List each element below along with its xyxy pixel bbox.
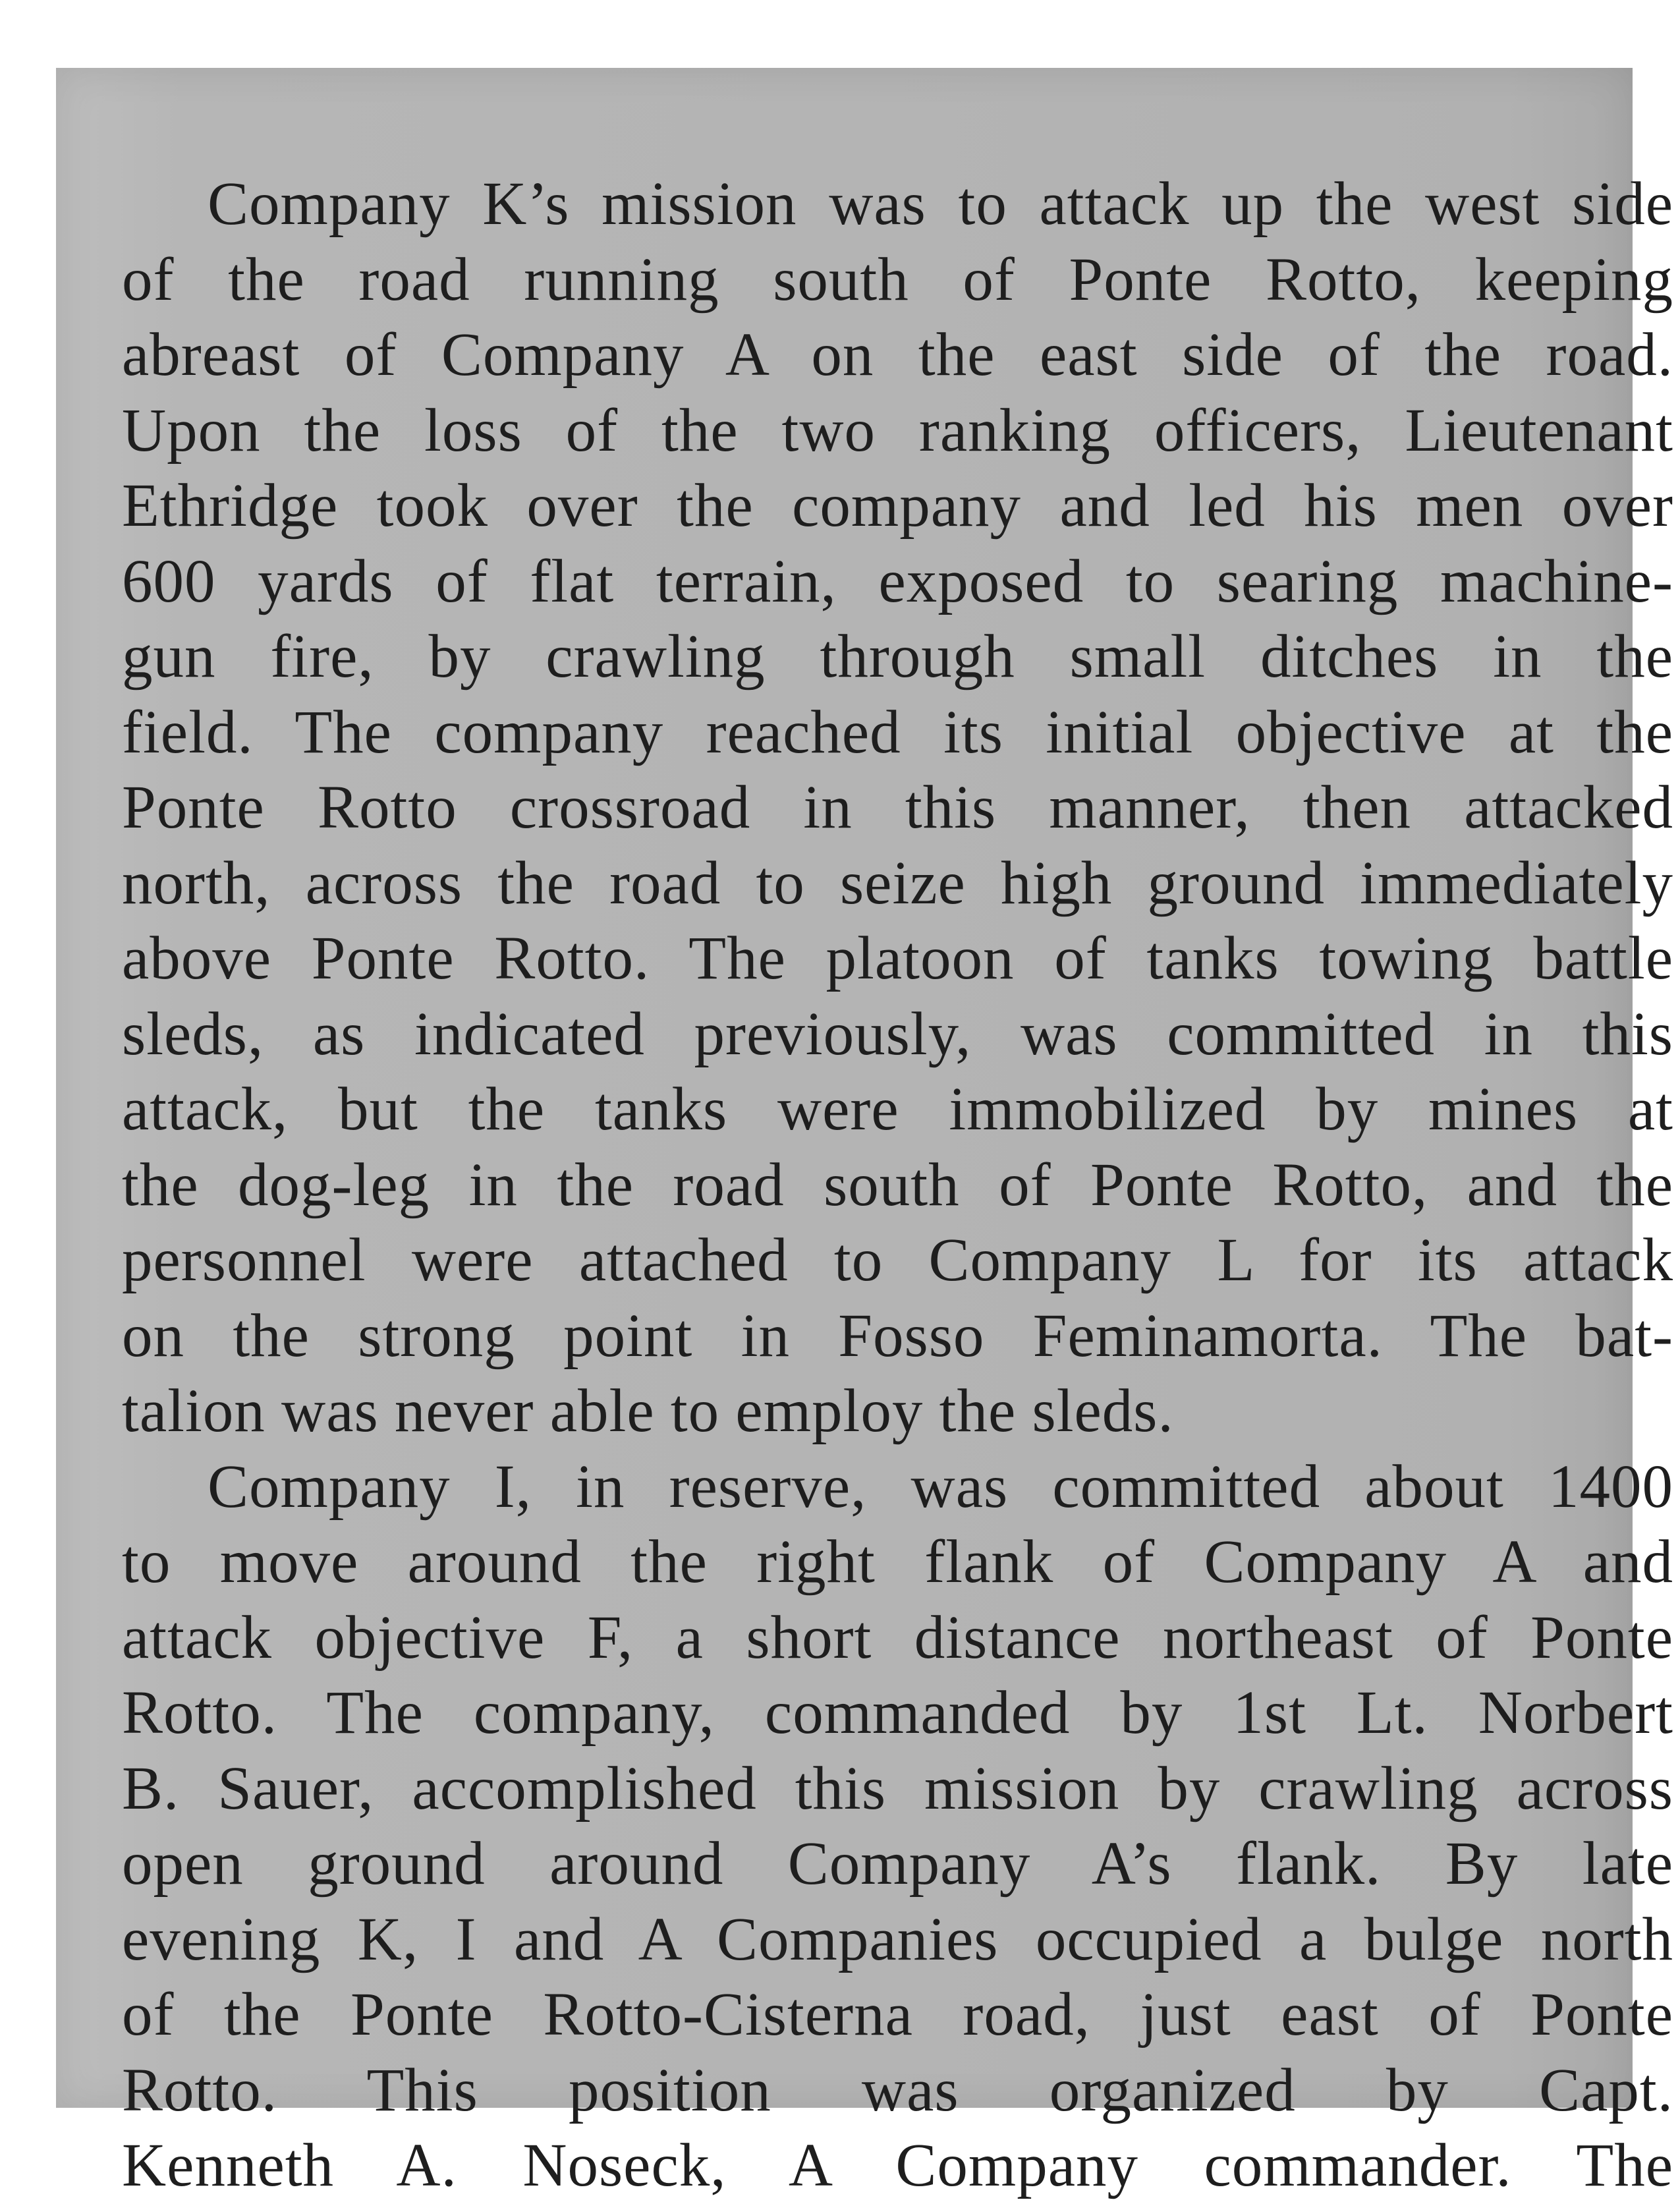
text-line: Kenneth A. Noseck, A Company commander. The [122, 2132, 1673, 2199]
text-line: Ponte Rotto crossroad in this manner, then attacked [122, 774, 1673, 841]
text-line: gun fire, by crawling through small ditches in the [122, 623, 1673, 691]
scanned-page-panel [56, 68, 1673, 2199]
text-line: the dog-leg in the road south of Ponte Rotto, and the [122, 1150, 1673, 1219]
text-line: B. Sauer, accomplished this mission by crawling across [122, 1754, 1673, 1823]
text-line: north, across the road to seize high ground immediately [122, 849, 1673, 917]
text-line: 600 yards of flat terrain, exposed to searing machine- [122, 547, 1673, 615]
text-line: Rotto. The company, commanded by 1st Lt. Norbert [122, 1679, 1673, 1747]
text-line: Upon the loss of the two ranking officers, Lieutenant [122, 396, 1673, 465]
text-line: to move around the right flank of Company A and [122, 1528, 1673, 1596]
text-line: attack, but the tanks were immobilized by mines at [122, 1075, 1673, 1143]
text-line: Ethridge took over the company and led his men over [122, 472, 1673, 540]
text-line: sleds, as indicated previously, was committed in this [122, 1000, 1673, 1068]
text-line: open ground around Company A’s flank. By late [122, 1830, 1673, 1898]
text-line: personnel were attached to Company L for its attack [122, 1226, 1673, 1294]
body-text [122, 167, 1673, 2204]
text-line: attack objective F, a short distance northeast of Ponte [122, 1603, 1673, 1672]
text-line: of the Ponte Rotto-Cisterna road, just east of Ponte [122, 1981, 1673, 2049]
text-line: of the road running south of Ponte Rotto, keeping [122, 245, 1673, 314]
text-line: Company K’s mission was to attack up the west side [208, 170, 1673, 238]
text-line: talion was never able to employ the sleds. [122, 1377, 1174, 1445]
text-line: above Ponte Rotto. The platoon of tanks towing battle [122, 924, 1673, 992]
text-line: abreast of Company A on the east side of the road. [122, 321, 1673, 389]
text-line: evening K, I and A Companies occupied a bulge north [122, 1905, 1673, 1973]
text-line: Rotto. This position was organized by Capt. [122, 2056, 1673, 2124]
text-line: on the strong point in Fosso Feminamorta. The bat- [122, 1301, 1673, 1370]
text-line: field. The company reached its initial objective at the [122, 698, 1673, 766]
text-line: Company I, in reserve, was committed about 1400 [208, 1452, 1673, 1521]
